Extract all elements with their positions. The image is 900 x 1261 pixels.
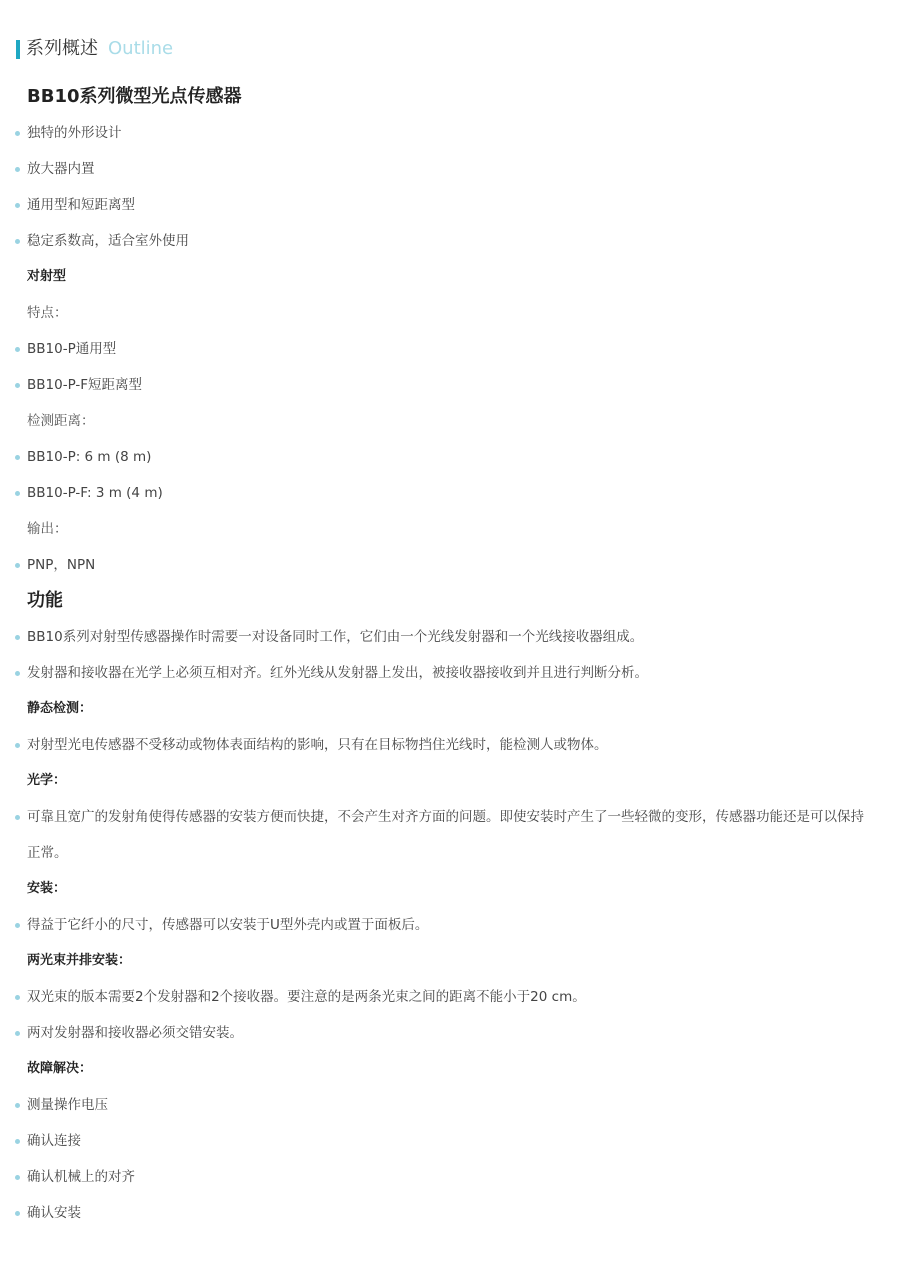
list-item: BB10-P-F: 3 m (4 m): [0, 475, 900, 511]
section-title: 系列概述: [26, 38, 98, 59]
subheading: 光学：: [27, 773, 67, 788]
section-accent-bar: [16, 40, 20, 59]
list-item: BB10-P通用型: [0, 331, 900, 367]
list-item: PNP，NPN: [0, 547, 900, 583]
list-item: 确认机械上的对齐: [0, 1159, 900, 1195]
label-text: 输出：: [27, 521, 68, 537]
list-item: 测量操作电压: [0, 1087, 900, 1123]
content-body: [0, 79, 900, 1231]
subheading: 对射型: [27, 269, 67, 284]
label-text: 特点：: [27, 305, 68, 321]
list-item: 发射器和接收器在光学上必须互相对齐。红外光线从发射器上发出，被接收器接收到并且进行判断分析。: [0, 655, 900, 691]
content-heading: BB10系列微型光点传感器: [27, 86, 242, 107]
subheading: 两光束并排安装：: [27, 953, 132, 968]
list-item: 对射型光电传感器不受移动或物体表面结构的影响，只有在目标物挡住光线时，能检测人或物体。: [0, 727, 900, 763]
list-item: BB10-P: 6 m (8 m): [0, 439, 900, 475]
list-item: 通用型和短距离型: [0, 187, 900, 223]
section-subtitle: Outline: [108, 38, 174, 59]
list-item: 独特的外形设计: [0, 115, 900, 151]
list-item: 确认安装: [0, 1195, 900, 1231]
list-item: BB10系列对射型传感器操作时需要一对设备同时工作，它们由一个光线发射器和一个光线接收器组成。: [0, 619, 900, 655]
subheading: 静态检测：: [27, 701, 93, 716]
list-item: 确认连接: [0, 1123, 900, 1159]
content-heading: 功能: [27, 590, 63, 611]
list-item: 稳定系数高，适合室外使用: [0, 223, 900, 259]
list-item: 得益于它纤小的尺寸，传感器可以安装于U型外壳内或置于面板后。: [0, 907, 900, 943]
section-header: [16, 37, 173, 61]
list-item: 两对发射器和接收器必须交错安装。: [0, 1015, 900, 1051]
list-item: 双光束的版本需要2个发射器和2个接收器。要注意的是两条光束之间的距离不能小于20 cm。: [0, 979, 900, 1015]
subheading: 故障解决：: [27, 1061, 93, 1076]
list-item: BB10-P-F短距离型: [0, 367, 900, 403]
list-item: 放大器内置: [0, 151, 900, 187]
label-text: 检测距离：: [27, 413, 95, 429]
subheading: 安装：: [27, 881, 67, 896]
list-item: 可靠且宽广的发射角使得传感器的安装方便而快捷，不会产生对齐方面的问题。即使安装时产生了一些轻微的变形，传感器功能还是可以保持正常。: [0, 799, 900, 871]
